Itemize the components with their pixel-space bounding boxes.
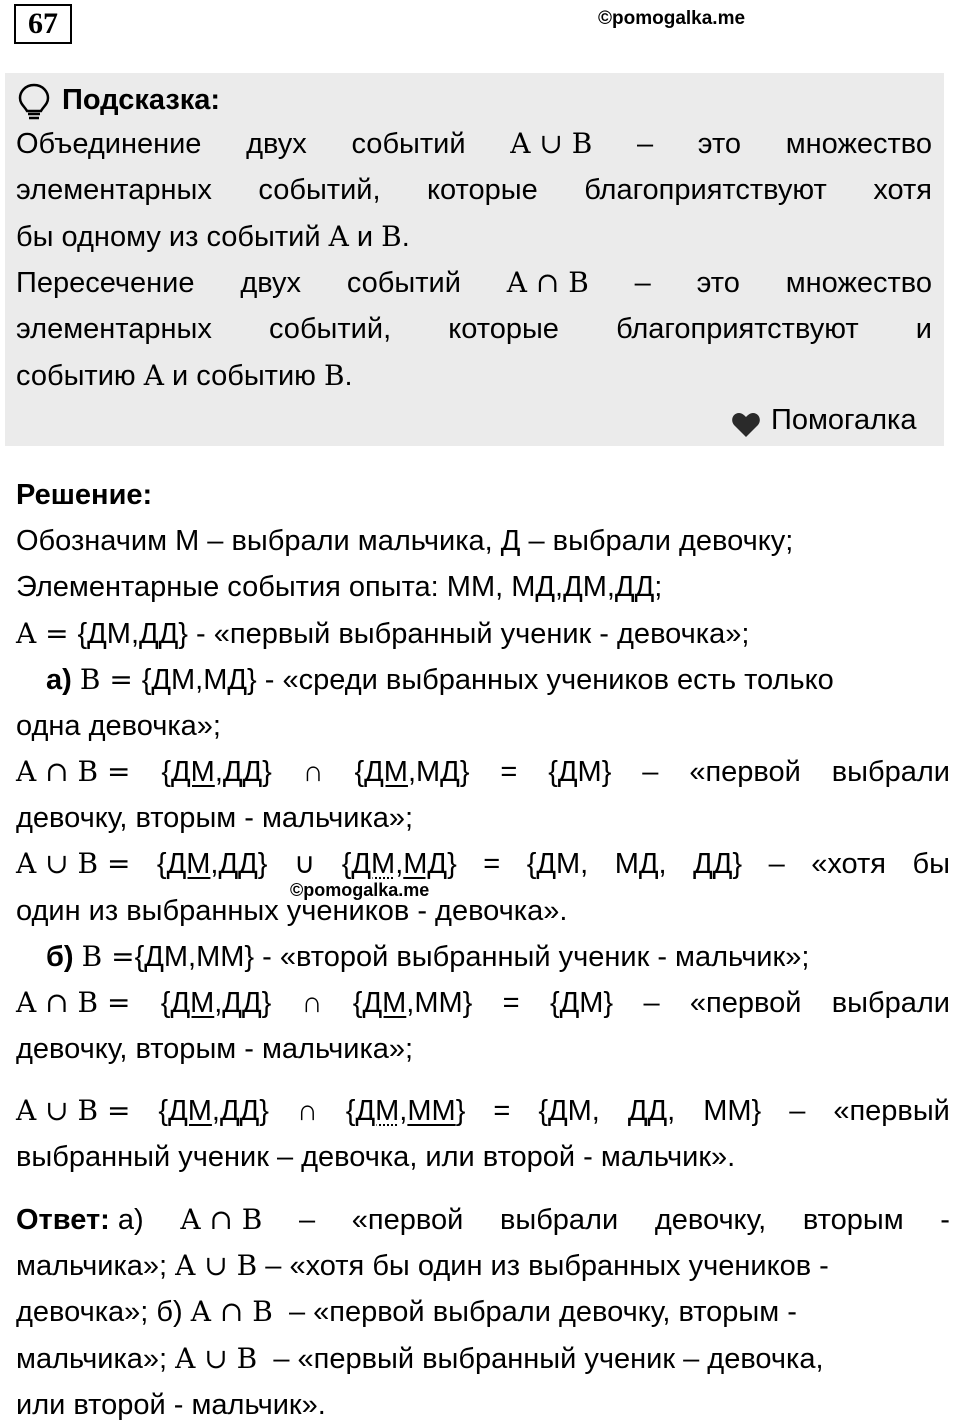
heart-icon — [731, 412, 761, 438]
brand-label: Помогалка — [771, 404, 917, 436]
solution-b-union: A ∪ B = {ДМ,ДД} ∩ {ДМ,ММ} = {ДМ, ДД, ММ} – «первый — [16, 1094, 950, 1127]
solution-line-3: A = {ДМ,ДД} - «первый выбранный ученик - девочка»; — [16, 617, 750, 650]
hint-title: Подсказка: — [62, 84, 221, 116]
solution-b-line-1: б) B ={ДМ,ММ} - «второй выбранный ученик - мальчик»; — [46, 940, 810, 973]
solution-a-union: A ∪ B = {ДМ,ДД} ∪ {ДМ,МД} = {ДМ, МД, ДД} – «хотя бы — [16, 847, 950, 880]
solution-a-union-2: один из выбранных учеников - девочка». — [16, 895, 568, 927]
solution-b-intersection-2: девочку, вторым - мальчика»; — [16, 1033, 414, 1065]
answer-line-1: Ответ: а) A ∩ B – «первой выбрали девочку, вторым - — [16, 1203, 950, 1236]
watermark-mid: ©pomogalka.me — [290, 880, 430, 900]
hint-line-1: Объединение двух событий A ∪ B – это множество — [16, 127, 932, 160]
task-number: 67 — [14, 4, 72, 44]
hint-line-3: бы одному из событий A и B. — [16, 220, 410, 253]
answer-line-2: мальчика»; A ∪ B – «хотя бы один из выбранных учеников - — [16, 1249, 829, 1282]
hint-line-4: Пересечение двух событий A ∩ B – это множество — [16, 266, 932, 299]
watermark-top: ©pomogalka.me — [598, 8, 746, 29]
solution-title: Решение: — [16, 479, 153, 511]
hint-line-2: элементарных событий, которые благоприятствуют хотя — [16, 174, 932, 206]
solution-b-intersection: A ∩ B = {ДМ,ДД} ∩ {ДМ,ММ} = {ДМ} – «первой выбрали — [16, 986, 950, 1019]
solution-line-1: Обозначим М – выбрали мальчика, Д – выбрали девочку; — [16, 525, 794, 557]
solution-a-intersection: A ∩ B = {ДМ,ДД} ∩ {ДМ,МД} = {ДМ} – «первой выбрали — [16, 755, 950, 788]
solution-b-union-2: выбранный ученик – девочка, или второй - мальчик». — [16, 1141, 736, 1173]
lightbulb-icon — [17, 83, 51, 121]
solution-a-line-2: одна девочка»; — [16, 710, 221, 742]
answer-line-3: девочка»; б) A ∩ B – «первой выбрали девочку, вторым - — [16, 1295, 797, 1328]
solution-line-2: Элементарные события опыта: ММ, МД,ДМ,ДД; — [16, 571, 663, 603]
answer-line-5: или второй - мальчик». — [16, 1389, 326, 1421]
hint-line-5: элементарных событий, которые благоприятствуют и — [16, 313, 932, 345]
solution-a-line-1: а) B = {ДМ,МД} - «среди выбранных учеников есть только — [46, 663, 834, 696]
answer-line-4: мальчика»; A ∪ B – «первый выбранный ученик – девочка, — [16, 1342, 824, 1375]
solution-a-intersection-2: девочку, вторым - мальчика»; — [16, 802, 414, 834]
hint-line-6: событию A и событию B. — [16, 359, 353, 392]
hint-box — [5, 73, 944, 446]
